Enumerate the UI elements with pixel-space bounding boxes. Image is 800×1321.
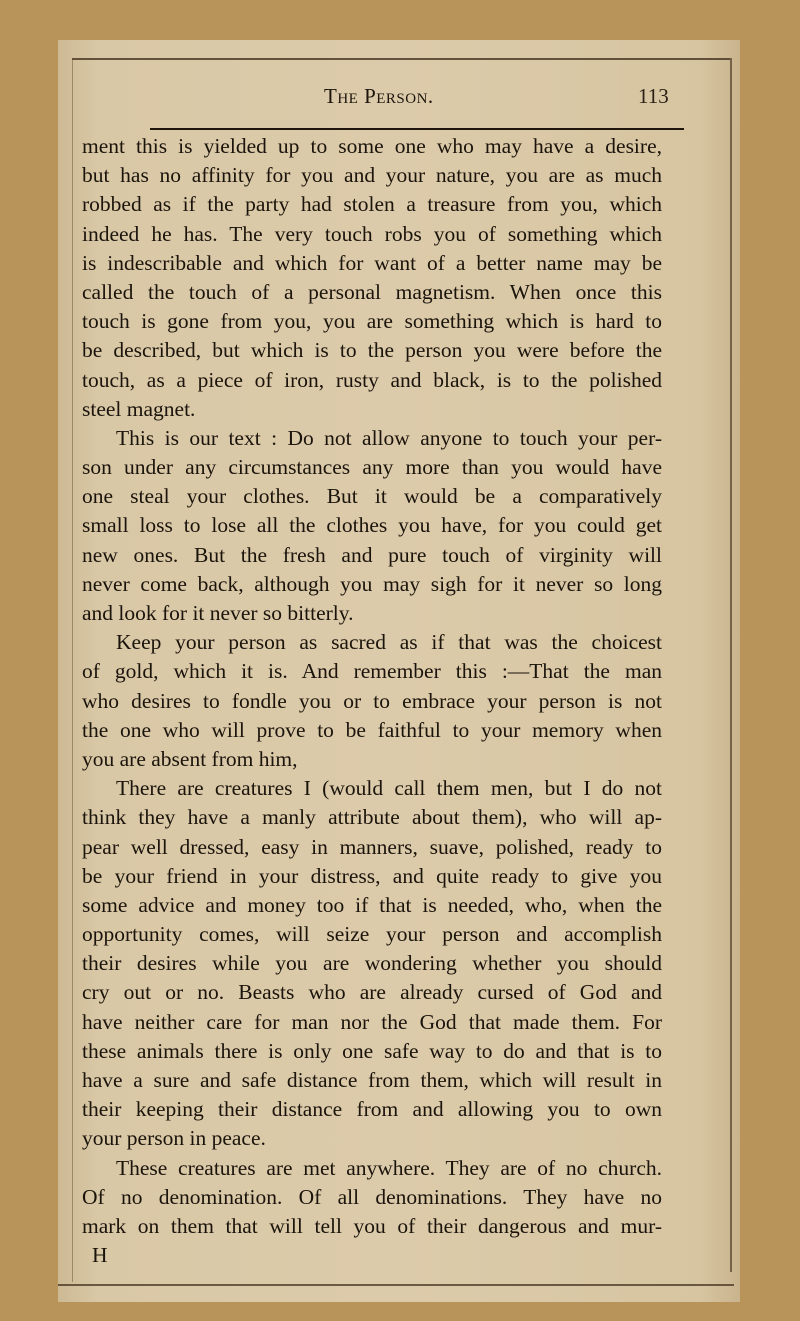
frame-right-rule [730, 58, 732, 1272]
text-line: touch, as a piece of iron, rusty and black, is to the polished [82, 367, 662, 392]
text-line: is indescribable and which for want of a better name may be [82, 250, 662, 275]
text-line: These creatures are met anywhere. They are of no church. [116, 1155, 662, 1180]
text-line: who desires to fondle you or to embrace your person is not [82, 688, 662, 713]
text-line: There are creatures I (would call them men, but I do not [116, 776, 662, 801]
text-line: and look for it never so bitterly. [82, 601, 354, 625]
text-line: This is our text : Do not allow anyone to touch your per- [116, 425, 662, 450]
text-line: have a sure and safe distance from them, which will result in [82, 1068, 662, 1092]
page-number: 113 [638, 84, 669, 108]
text-line: their desires while you are wondering whether you should [82, 951, 662, 976]
text-line: steel magnet. [82, 396, 196, 421]
body-text [82, 132, 662, 1270]
signature-mark: H [92, 1243, 108, 1268]
text-line: mark on them that will tell you of their dangerous and mur- [82, 1213, 662, 1238]
text-line: called the touch of a personal magnetism. When once this [82, 279, 662, 304]
header-rule [150, 128, 684, 130]
text-line: robbed as if the party had stolen a treasure from you, which [82, 192, 662, 217]
text-line: some advice and money too if that is needed, who, when the [82, 892, 662, 917]
text-line: you are absent from him, [82, 746, 298, 771]
text-line: the one who will prove to be faithful to your memory when [82, 717, 662, 742]
text-line: touch is gone from you, you are something which is hard to [82, 309, 662, 334]
text-line: ment this is yielded up to some one who may have a desire, [82, 134, 662, 158]
text-line: Keep your person as sacred as if that was the choicest [116, 630, 662, 655]
text-line: have neither care for man nor the God that made them. For [82, 1009, 662, 1034]
text-line: but has no affinity for you and your nature, you are as much [82, 163, 662, 188]
text-line: pear well dressed, easy in manners, suave, polished, ready to [82, 834, 662, 859]
text-line: their keeping their distance from and allowing you to own [82, 1097, 662, 1122]
text-line: small loss to lose all the clothes you have, for you could get [82, 513, 662, 538]
text-line: be your friend in your distress, and quite ready to give you [82, 863, 662, 888]
text-line: never come back, although you may sigh for it never so long [82, 571, 662, 596]
frame-bottom-rule [58, 1284, 734, 1286]
text-line: new ones. But the fresh and pure touch of virginity will [82, 542, 662, 567]
text-line: Of no denomination. Of all denominations. They have no [82, 1184, 662, 1209]
book-page [58, 40, 740, 1302]
text-line: opportunity comes, will seize your person and accomplish [82, 922, 662, 947]
text-line: think they have a manly attribute about them), who will ap- [82, 805, 662, 830]
frame-top-rule [72, 58, 730, 60]
text-line: these animals there is only one safe way to do and that is to [82, 1038, 662, 1063]
text-line: indeed he has. The very touch robs you of something which [82, 221, 662, 246]
text-line: be described, but which is to the person you were before the [82, 338, 662, 363]
running-head: The Person. [324, 84, 434, 108]
text-line: cry out or no. Beasts who are already cursed of God and [82, 980, 662, 1005]
frame-left-rule [72, 58, 73, 1282]
text-line: son under any circumstances any more than you would have [82, 455, 662, 480]
text-line: one steal your clothes. But it would be a comparatively [82, 484, 662, 509]
text-line: of gold, which it is. And remember this :—That the man [82, 659, 662, 684]
text-line: your person in peace. [82, 1126, 266, 1151]
